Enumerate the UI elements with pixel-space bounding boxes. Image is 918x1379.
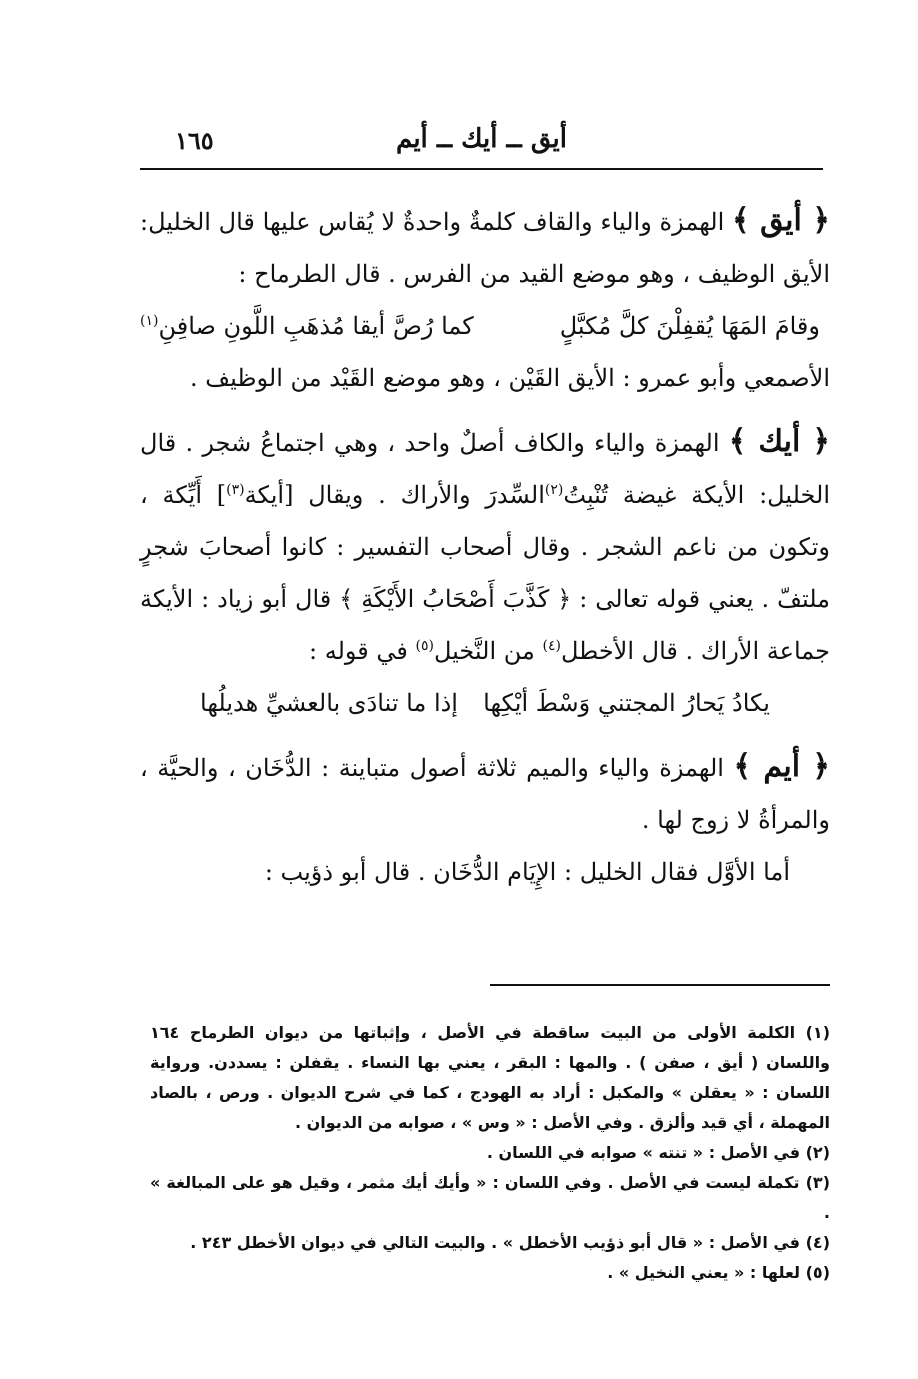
footnote: (٥) لعلها : « يعني النخيل » . [607,1263,830,1282]
footnote: (٣) تكملة ليست في الأصل . وفي اللسان : « وأيك أيك مثمر ، وقيل هو على المبالغة » . [150,1173,830,1222]
verse [140,677,830,729]
paragraph [140,195,830,300]
footnote-ref: (٢) [544,482,564,498]
verse-hemistich-second: إذا ما تنادَى بالعشيِّ هديلُها [200,689,458,717]
entry-text: الهمزة والياء والكاف أصلٌ واحد ، وهي اجتماعُ شجر . قال الخليل: الأيكة غيضة تُنْبِتُ [140,429,830,509]
entry-text: الهمزة والياء والقاف كلمةٌ واحدةٌ لا يُقاس عليها قال الخليل: الأيق الوظيف ، وهو موضع القيد من الفرس . قال الطرماح : [140,208,830,288]
footnote-ref: (١) [140,313,159,329]
headword: ﴿ أيق ﴾ [732,203,830,238]
footnote-divider [490,984,830,986]
paragraph [140,416,830,677]
entry-text: السِّدرَ والأراك . ويقال [أيكة [244,481,545,509]
verse-hemistich-first: يكادُ يَحارُ المجتني وَسْطَ أيْكِها [483,689,770,717]
paragraph [140,741,830,846]
footnote-ref: (٥) [415,638,434,654]
page-number: ١٦٥ [175,126,214,155]
verse-text: كما رُصَّ أيقا مُذهَبِ اللَّونِ صافِنِ [158,312,474,340]
footnote-ref: (٣) [226,482,245,498]
footnote-ref: (٤) [542,638,561,654]
footnote: (٢) في الأصل : « تنته » صوابه في اللسان . [486,1143,830,1162]
main-text [140,195,830,898]
footnote: (٤) في الأصل : « قال أبو ذؤيب الأخطل » . والبيت التالي في ديوان الأخطل ٢٤٣ . [190,1233,830,1252]
entry-text: الهمزة والياء والميم ثلاثة أصول متباينة : الدُّخَان ، والحيَّة ، والمرأةُ لا زوج لها . [140,754,830,834]
verse-hemistich-first: وقامَ المَهَا يُقفِلْنَ كلَّ مُكبَّلٍ [559,312,820,340]
entry-ayq [140,195,830,404]
footnote: (١) الكلمة الأولى من البيت ساقطة في الأصل ، وإثباتها من ديوان الطرماح ١٦٤ واللسان ( أيق ، صفن ) . والمها : البقر ، يعني بها النساء . يقفلن : يسددن. ورواية اللسان : « يعقلن » والمكبل : أراد به الهودج ، كما في شرح الديوان . ورص ، بالصاد المهملة ، أي قيد وألزق . وفي الأصل : « وس » ، صوابه من الديوان . [150,1023,830,1132]
entry-aym [140,741,830,898]
page-header [140,118,823,170]
headword: ﴿ أيم ﴾ [733,749,830,784]
entry-text: من النَّخيل [433,637,543,665]
footnotes [150,1018,830,1288]
entry-text: ] أَيِّكة ، وتكون من ناعم الشجر . وقال أصحاب التفسير : كانوا أصحابَ شجرٍ ملتفّ . يعني قوله تعالى : ﴿ كَذَّبَ أَصْحَابُ الأَيْكَةِ ﴾ قال أبو زياد : الأيكة جماعة الأراك . قال الأخطل [140,481,830,665]
entry-text: في قوله : [309,637,416,665]
paragraph: الأصمعي وأبو عمرو : الأيق القَيْن ، وهو موضع القَيْد من الوظيف . [190,364,830,392]
entry-ayk [140,416,830,729]
paragraph: أما الأوَّل فقال الخليل : الإِيَام الدُّخَان . قال أبو ذؤيب : [264,858,790,886]
verse [140,300,830,352]
running-title: أيق ــ أيك ــ أيم [396,124,567,154]
headword: ﴿ أيك ﴾ [728,424,830,459]
verse-hemistich-second [140,300,474,352]
